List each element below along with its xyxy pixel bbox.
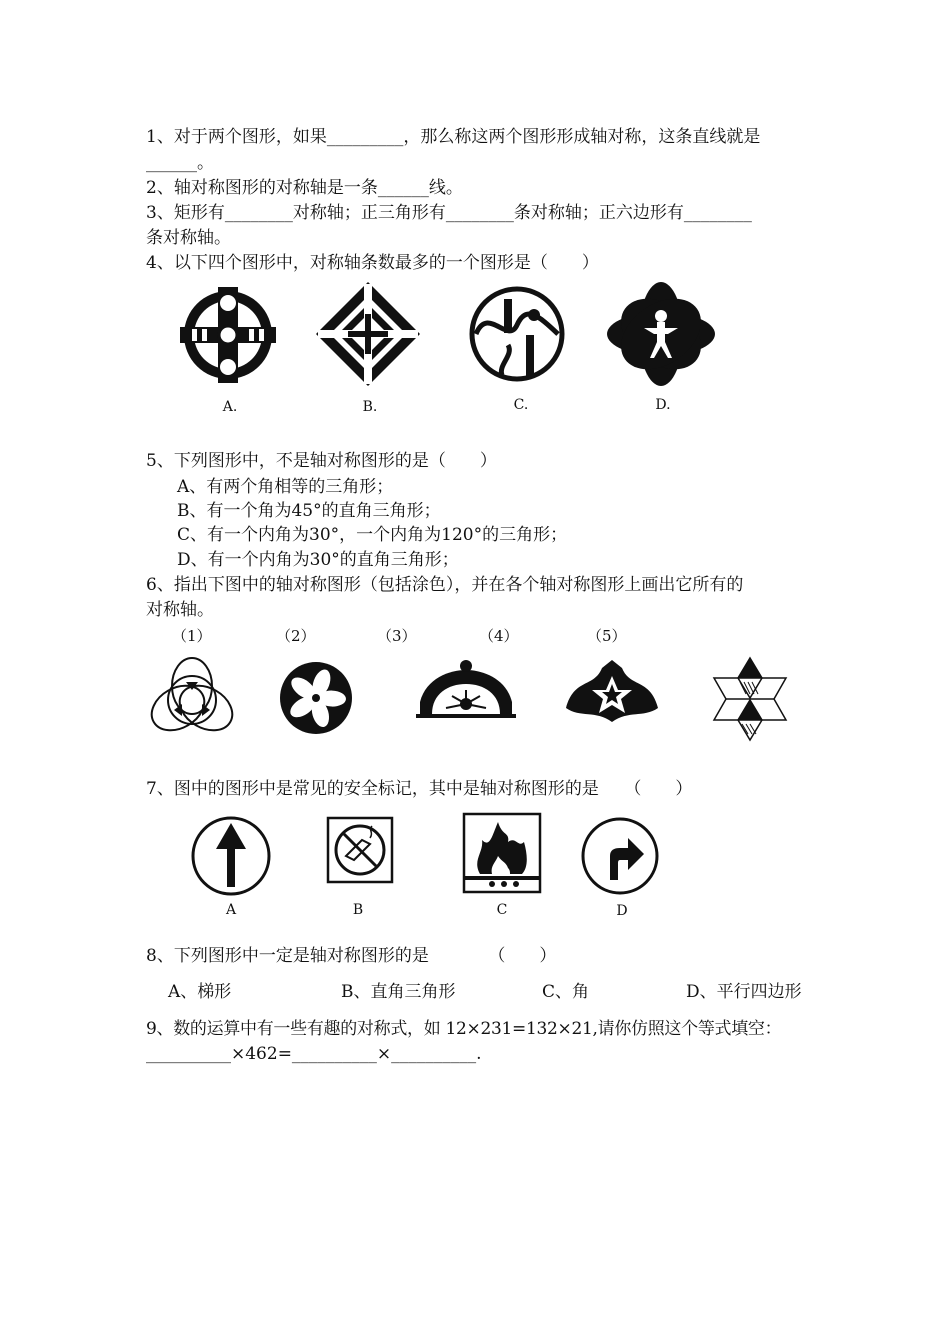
q7-caption-c: C — [496, 902, 508, 918]
q6-label-2: （2） — [276, 627, 316, 645]
question-2: 2、轴对称图形的对称轴是一条______线。 — [146, 178, 463, 198]
q7-figure-b — [326, 816, 394, 884]
question-1-line-2: ______。 — [146, 153, 214, 173]
q6-figure-2 — [278, 660, 354, 736]
question-4: 4、以下四个图形中，对称轴条数最多的一个图形是（ ） — [146, 253, 599, 273]
question-3-line-2: 条对称轴。 — [146, 228, 231, 248]
q6-label-5: （5） — [587, 627, 627, 645]
q6-figure-4 — [564, 658, 660, 724]
question-6-line-2: 对称轴。 — [146, 600, 214, 620]
q7-figure-c — [462, 812, 542, 894]
q6-figure-5 — [710, 656, 790, 742]
q7-figure-d — [580, 816, 660, 896]
q6-label-4: （4） — [479, 627, 519, 645]
q6-figure-3 — [416, 658, 516, 720]
q4-caption-d: D. — [655, 397, 671, 413]
question-9-line-2: __________×462=__________×__________. — [146, 1044, 482, 1064]
q7-caption-b: B — [352, 902, 364, 918]
question-5: 5、下列图形中，不是轴对称图形的是（ ） — [146, 451, 497, 471]
question-1-line-1: 1、对于两个图形，如果_________，那么称这两个图形形成轴对称，这条直线就是 — [146, 127, 761, 147]
q7-figure-a — [190, 815, 272, 897]
q6-label-3: （3） — [377, 627, 417, 645]
q4-figure-c — [468, 285, 566, 383]
q7-caption-d: D — [616, 903, 628, 919]
q6-figure-1 — [148, 656, 236, 734]
question-6-line-1: 6、指出下图中的轴对称图形（包括涂色），并在各个轴对称图形上画出它所有的 — [146, 575, 744, 595]
q5-option-c: C、有一个内角为30°，一个内角为120°的三角形； — [177, 525, 568, 545]
question-9-line-1: 9、数的运算中有一些有趣的对称式，如 12×231=132×21,请你仿照这个等式填空： — [146, 1019, 782, 1039]
question-7: 7、图中的图形中是常见的安全标记，其中是轴对称图形的是 （ ） — [146, 779, 693, 799]
question-8: 8、下列图形中一定是轴对称图形的是 （ ） — [146, 946, 557, 966]
q5-option-d: D、有一个内角为30°的直角三角形； — [177, 550, 459, 570]
q4-caption-c: C. — [513, 397, 529, 413]
q5-option-b: B、有一个角为45°的直角三角形； — [177, 501, 441, 521]
q4-caption-b: B. — [362, 399, 378, 415]
q5-option-a: A、有两个角相等的三角形； — [177, 477, 394, 497]
q6-label-1: （1） — [172, 627, 212, 645]
question-3-line-1: 3、矩形有________对称轴；正三角形有________条对称轴；正六边形有________ — [146, 203, 752, 223]
q7-caption-a: A — [225, 902, 237, 918]
q8-option-b: B、直角三角形 — [341, 982, 456, 1002]
q4-caption-a: A. — [222, 399, 238, 415]
q4-figure-a — [180, 287, 276, 383]
q8-option-a: A、梯形 — [168, 982, 232, 1002]
q4-figure-d — [604, 278, 718, 390]
q4-figure-b — [314, 280, 422, 388]
q8-option-c: C、角 — [542, 982, 590, 1002]
q8-option-d: D、平行四边形 — [686, 982, 802, 1002]
